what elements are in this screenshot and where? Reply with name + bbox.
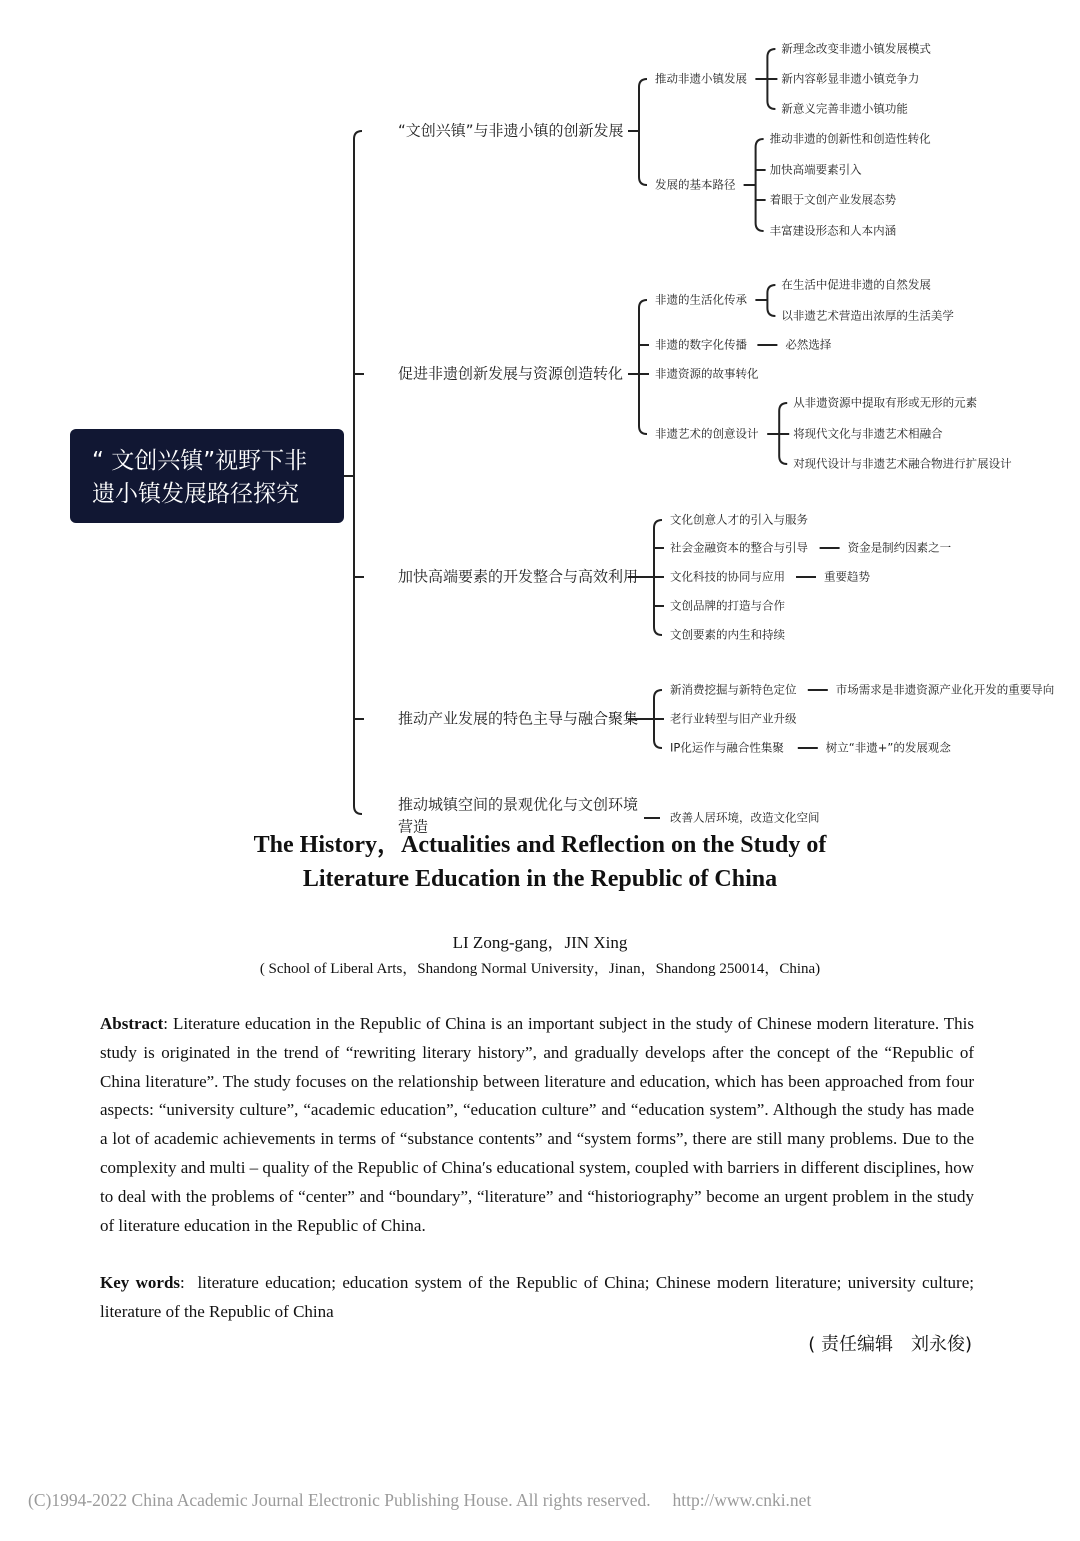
leaf-0-1-1: 推动非遗的创新性和创造性转化 [769,131,931,146]
leaf-1-3-2: 将现代文化与非遗艺术相融合 [793,426,943,441]
mind-map-root: “ 文创兴镇”视野下非遗小镇发展路径探究 [70,429,344,523]
branch-2-label: 促进非遗创新发展与资源创造转化 [398,364,624,383]
branch-2-sub-3: 非遗资源的故事转化 [655,366,759,381]
branch-5-label: 推动城镇空间的景观优化与文创环境 [398,795,639,814]
keywords-paragraph: Key words: literature education; education system of the Republic of China; Chinese modern literature; university culture; literature of the Republic of China [100,1273,974,1321]
paper-authors: LI Zong-gang，JIN Xing [452,933,628,952]
leaf-3-0-1: 市场需求是非遗资源产业化开发的重要导向 [835,682,1055,697]
branch-3-sub-3: 文化科技的协同与应用 [670,569,785,584]
leaf-1-0-2: 以非遗艺术营造出浓厚的生活美学 [781,308,954,323]
leaf-0-1-4: 丰富建设形态和人本内涵 [769,223,897,238]
branch-2-bracket [639,300,647,434]
branch-3-sub-4: 文创品牌的打造与合作 [670,598,785,613]
leaf-bracket-0-1 [756,139,764,231]
paper-title-line-2: Literature Education in the Republic of China [302,866,778,892]
keywords-label: Key words [100,1273,181,1292]
abstract-label: Abstract [100,1014,164,1033]
branch-1-sub-2: 发展的基本路径 [655,177,736,192]
paper-affiliation: ( School of Liberal Arts，Shandong Normal University，Jinan，Shandong 250014，China) [259,961,821,977]
leaf-1-3-1: 从非遗资源中提取有形或无形的元素 [793,395,978,410]
leaf-1-3-3: 对现代设计与非遗艺术融合物进行扩展设计 [793,456,1012,471]
leaf-0-0-3: 新意义完善非遗小镇功能 [781,101,908,116]
branch-5-label-wrap: 营造 [398,817,429,836]
branch-1-label: “文创兴镇”与非遗小镇的创新发展 [398,121,624,140]
branch-3-sub-2: 社会金融资本的整合与引导 [670,540,808,555]
branch-4-sub-2: 老行业转型与旧产业升级 [670,711,797,726]
branch-4-label: 推动产业发展的特色主导与融合聚集 [398,709,639,728]
paper-title-line-1: The History，Actualities and Reflection on the Study of [253,832,827,858]
abstract-text: Literature education in the Republic of China is an important subject in the study of Chinese modern literature. This study is originated in the trend of “rewriting literary history”, and gradually develops after the concept of the “Republic of China literature”. The study focuses on the relationship between literature and education, which has been approached from four aspects: “university culture”, “academic education”, “education culture” and “education system”. Although the study has made a lot of academic achievements in terms of “substance contents” and “system forms”, there are still many problems. Due to the complexity and multi – quality of the Republic of China′s educational system, coupled with barriers in different disciplines, how to deal with the problems of “center” and “boundary”, “literature” and “historiography” become an urgent problem in the study of literature education in the Republic of China. [100,1014,974,1235]
branch-2-sub-2: 非遗的数字化传播 [655,337,747,352]
leaf-bracket-1-0 [767,285,775,316]
branch-2-sub-1: 非遗的生活化传承 [655,292,747,307]
leaf-0-1-2: 加快高端要素引入 [769,162,862,177]
branch-3-sub-1: 文化创意人才的引入与服务 [670,512,808,527]
branch-4-sub-1: 新消费挖掘与新特色定位 [670,682,797,697]
responsible-editor: ( 责任编辑 刘永俊) [808,1334,972,1355]
leaf-2-1-1: 资金是制约因素之一 [847,540,952,555]
branch-4-sub-3: IP化运作与融合性集聚 [670,740,784,755]
branch-2-sub-4: 非遗艺术的创意设计 [655,426,759,441]
leaf-0-0-2: 新内容彰显非遗小镇竞争力 [781,71,920,86]
leaf-1-1-1: 必然选择 [785,337,832,352]
abstract-paragraph: Abstract: Literature education in the Republic of China is an important subject in the study of Chinese modern literature. This study is originated in the trend of “rewriting literary history”, and gradually develops after the concept of the “Republic of China literature”. The study focuses on the relationship between literature and education, which has been approached from four aspects: “university culture”, “academic education”, “education culture” and “education system”. Although the study has made a lot of academic achievements in terms of “substance contents” and “system forms”, there are still many problems. Due to the complexity and multi – quality of the Republic of China′s educational system, coupled with barriers in different disciplines, how to deal with the problems of “center” and “boundary”, “literature” and “historiography” become an urgent problem in the study of literature education in the Republic of China. [100,1014,974,1235]
leaf-1-0-1: 在生活中促进非遗的自然发展 [781,277,931,292]
branch-1-sub-1: 推动非遗小镇发展 [655,71,747,86]
branch-5-sub-1: 改善人居环境，改造文化空间 [670,810,820,825]
branch-3-sub-5: 文创要素的内生和持续 [670,627,785,642]
copyright-footer: (C)1994-2022 China Academic Journal Electronic Publishing House. All rights reserved. http://www.cnki.net [28,1490,812,1510]
leaf-0-0-1: 新理念改变非遗小镇发展模式 [781,41,931,56]
branch-1-bracket [639,79,647,185]
leaf-0-1-3: 着眼于文创产业发展态势 [769,192,897,207]
leaf-2-2-1: 重要趋势 [824,569,870,584]
branch-3-label: 加快高端要素的开发整合与高效利用 [398,567,639,586]
keywords-text: literature education; education system of the Republic of China; Chinese modern literature; university culture; literature of the Republic of China [100,1273,974,1321]
leaf-3-2-1: 树立“非遗+”的发展观念 [825,740,951,755]
level1-bracket [354,131,362,814]
